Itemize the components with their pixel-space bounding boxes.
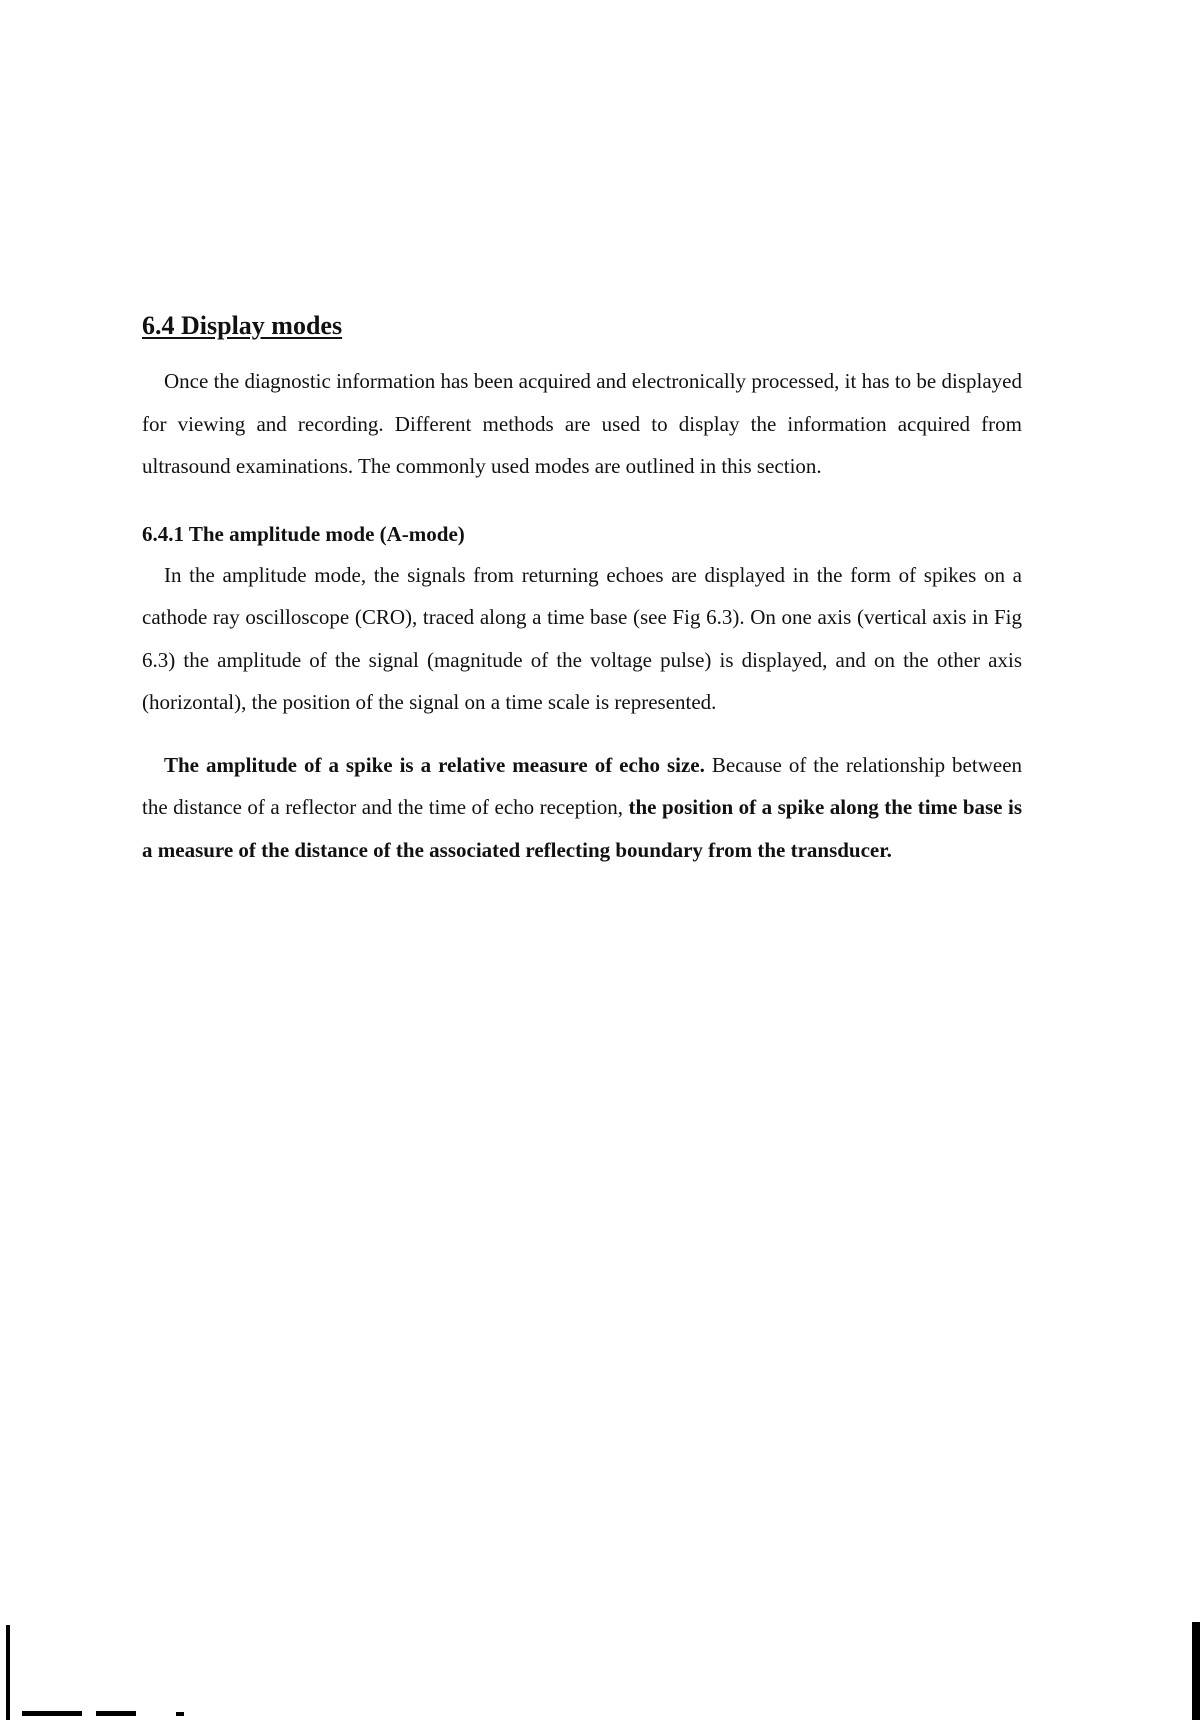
key-statement-position: the position of a spike along the time base is a measure of the distance of the associated reflecting boundary from the transducer.	[142, 795, 1022, 862]
section-heading: 6.4 Display modes	[142, 311, 343, 340]
scan-edge-mark-bottom-3	[176, 1712, 184, 1716]
page-content	[142, 306, 1022, 871]
paragraph-gap	[142, 724, 1022, 744]
scan-edge-mark-left	[6, 1625, 10, 1720]
scan-edge-mark-bottom-2	[96, 1711, 136, 1716]
a-mode-key-paragraph	[142, 744, 1022, 872]
subsection-heading: 6.4.1 The amplitude mode (A-mode)	[142, 521, 465, 546]
a-mode-paragraph: In the amplitude mode, the signals from returning echoes are displayed in the form of spikes on a cathode ray oscilloscope (CRO), traced along a time base (see Fig 6.3). On one axis (vertical axis in Fig 6.3) the amplitude of the signal (magnitude of the voltage pulse) is displayed, and on the other axis (horizontal), the position of the signal on a time scale is represented.	[142, 562, 1022, 714]
key-statement-amplitude: The amplitude of a spike is a relative measure of echo size.	[164, 752, 705, 777]
relationship-text: Because of the relationship between the distance of a reflector and the time of echo reception,	[142, 752, 1023, 819]
scan-edge-mark-bottom-1	[22, 1711, 82, 1716]
scan-edge-mark-right	[1192, 1622, 1200, 1720]
intro-paragraph: Once the diagnostic information has been acquired and electronically processed, it has to be displayed for viewing and recording. Different methods are used to display the information acquired from ultrasound examinations. The commonly used modes are outlined in this section.	[142, 369, 1022, 478]
